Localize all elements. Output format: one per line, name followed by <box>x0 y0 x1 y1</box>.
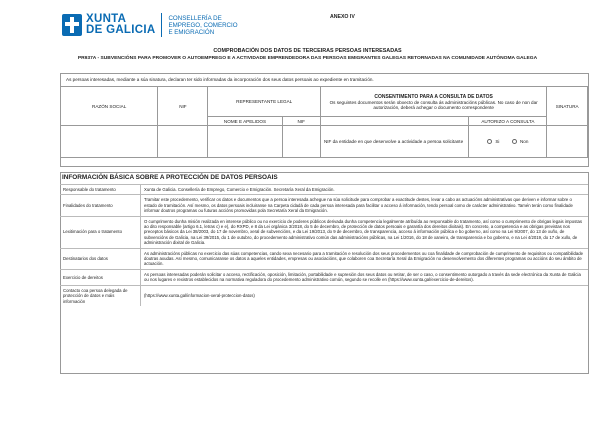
table-row <box>60 285 588 306</box>
cell-nif[interactable] <box>158 126 208 158</box>
radio-si-icon[interactable] <box>487 139 492 144</box>
cell-nif2[interactable] <box>282 126 320 158</box>
label-non: Non <box>519 138 529 144</box>
header-razon-social: RAZÓN SOCIAL <box>61 87 158 126</box>
row-text: O cumprimento dunha misión realizada en interese público ou no exercicio de poderes públicos derivada dunha competencia legalmente atribuída ao responsable do tratamento, así como o cumprimento de obrigas legais impostas ao dito responsable (artigo 6.1, letras c) e e), do RXPD, e 8 da Lei orgánica 3/2018, do 5 de decembro, de protección de datos persoais e garantía dos dereitos dixitais). En concreto, a competencia e as obrigas previstas nos preceptos básicos da Lei 38/2003, do 17 de novembro, xeral de subvencións, e da Lei 19/2013, do 9 de decembro, de transparencia, acceso á información pública e bo goberno, así como na Lei 9/2007, do 13 de xuño, de subvencións de Galicia, na Lei 39/2015, do 1 de outubro, do procedemento administrativo común das administracións públicas, na Lei 1/2016, do 18 de xaneiro, de transparencia e bo goberno, e na Lei 4/2019, do 17 de xullo, de administración dixital de Galicia. <box>141 216 589 248</box>
dept-line3: E EMIGRACIÓN <box>168 28 215 36</box>
row-label: Contacto coa persoa delegada de protección de datos e máis información <box>60 285 141 306</box>
header-sinatura: SINATURA <box>547 87 588 126</box>
row-text: Tramitar este procedemento, verificar os datos e documentos que a persoa interesada achegue na súa solicitude para comprobar a exactitude destes, levar a cabo as actuacións administrativas que deriven e informar sobre o estado de tramitación. Así mesmo, os datos persoais incluiranse na Carpeta cidadá de cada persoa interesada para facilitar o acceso á información, tendo persoal como de carácter administrativo. Tamén terán como finalidade informar doutros programas ou futuras accións promovidas pola Secretaría Xeral da Emigración. <box>141 195 589 216</box>
header-nif: NIF <box>158 87 208 126</box>
consent-title: CONSENTIMENTO PARA A CONSULTA DE DATOS <box>374 93 493 100</box>
department-name <box>168 15 237 36</box>
row-label: Lexitimación para o tratamento <box>60 216 141 248</box>
header-autorizo: AUTORIZO A CONSULTA <box>469 117 547 126</box>
row-text: As persoas interesadas poderán solicitar o acceso, rectificación, oposición, limitación, portabilidade e supresión dos seus datos ou retirar, de ser o caso, o consentimento outorgado a través da sede electrónica da Xunta de Galicia ou nos lugares e rexistros establecidos na normativa reguladora do procedemento administrativo común, segundo se recolle en (https://www.xunta.gal/exercicio-de-dereitos). <box>141 269 589 285</box>
row-label: Responsable do tratamento <box>60 185 141 195</box>
procedure-title: PR937A - SUBVENCIÓNS PARA PROMOVER O AUTOEMPREGO E A ACTIVIDADE EMPRENDEDORA DAS PERSOAS EMIGRANTES GALEGAS RETORNADAS NA COMUNIDADE AUTÓNOMA GALEGA <box>77 56 538 61</box>
header-nome: NOME E APELIDOS <box>208 117 282 126</box>
table-row <box>60 248 588 269</box>
cell-sinatura[interactable] <box>547 126 588 158</box>
row-text: As administracións públicas no exercicio das súas competencias, cando sexa necesario para a tramitación e resolución dos seus procedementos ou coa finalidade de comprobación de cumprimento de requisitos ou compatibilidade doutras axudas. Así mesmo, comunicaranse os datos a aqueles entidades, empresas ou asociacións, que colaboren coa Secretaría Xeral da Emigración no desenvolvemento dos diferentes programas ou accións do seu ámbito de actuación. <box>141 248 589 269</box>
cell-nome[interactable] <box>208 126 282 158</box>
data-protection-title: INFORMACIÓN BÁSICA SOBRE A PROTECCIÓN DE DATOS PERSOAIS <box>62 174 278 181</box>
row-text: Xunta de Galicia. Consellería de Emprego, Comercio e Emigración. Secretaría Xeral da Emigración. <box>141 185 589 195</box>
cell-nif-entity-text: NIF da entidade en que desenvolve a actividade a persoa solicitante <box>320 126 468 158</box>
consent-table <box>60 86 588 158</box>
row-label: Finalidades do tratamento <box>60 195 141 216</box>
xunta-logo <box>62 13 238 37</box>
row-label: Destinatarios dos datos <box>60 248 141 269</box>
label-si: Si <box>495 138 500 144</box>
header-consentimento <box>320 87 546 117</box>
header-blank <box>320 117 468 126</box>
radio-non-icon[interactable] <box>512 139 517 144</box>
document-title: COMPROBACIÓN DOS DATOS DE TERCEIRAS PERSOAS INTERESADAS <box>213 48 402 54</box>
dept-line2: EMPREGO, COMERCIO <box>168 21 238 29</box>
annex-label: ANEXO IV <box>330 14 355 20</box>
header-nif2: NIF <box>282 117 320 126</box>
table-row <box>60 269 588 285</box>
logo-separator <box>161 13 162 37</box>
logo-text <box>86 14 155 36</box>
row-label: Exercicio de dereitos <box>60 269 141 285</box>
row-link[interactable]: (https://www.xunta.gal/informacion-xeral-proteccion-datos) <box>141 285 589 306</box>
table-row <box>60 216 588 248</box>
dept-line1: CONSELLERÍA DE <box>168 14 222 22</box>
table-row <box>60 185 588 195</box>
consent-subtitle: Os seguintes documentos serán obxecto de consulta ás administracións públicas. No caso de non dar autorización, deberá achegar o documento correspondente <box>329 99 538 110</box>
cell-autorizo <box>469 126 547 158</box>
intro-text: As persoas interesadas, mediante a súa sinatura, declaran ter sido informadas da incorporación dos seus datos persoais ao expediente en tramitación. <box>66 77 374 82</box>
table-row <box>60 195 588 216</box>
galicia-shield-icon <box>62 14 82 36</box>
logo-line1: XUNTA <box>86 13 127 25</box>
logo-line2: DE GALICIA <box>86 24 156 36</box>
cell-razon-social[interactable] <box>61 126 158 158</box>
header-representante: REPRESENTANTE LEGAL <box>208 87 321 117</box>
data-protection-table <box>60 184 588 306</box>
